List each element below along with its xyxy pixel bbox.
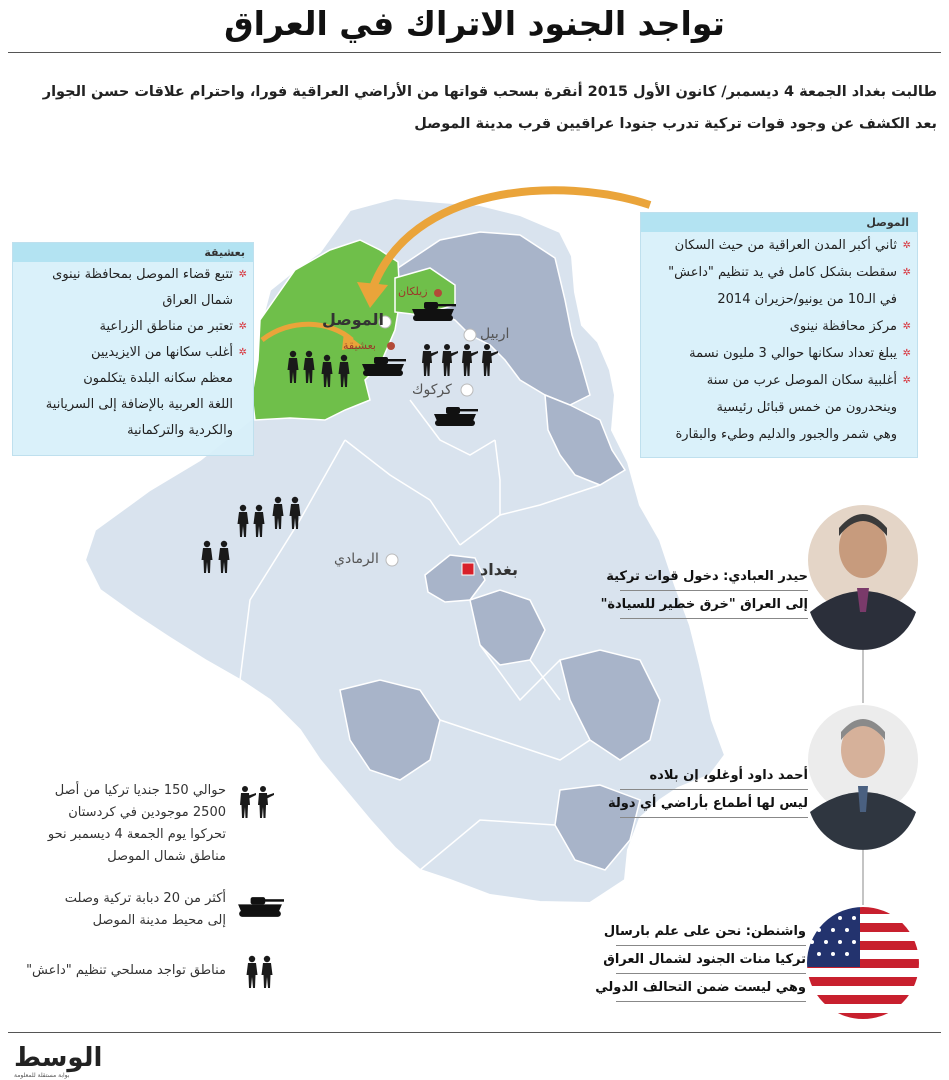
bullet-icon: ✲ — [902, 266, 911, 278]
mosul-info-box — [640, 212, 918, 458]
quote-line: وهي ليست ضمن التحالف الدولي — [616, 974, 806, 1002]
legend-tanks: أكثر من 20 دبابة تركية وصلت إلى محيط مدينة الموصل — [64, 891, 226, 928]
mosul-box-line: ✲ ثاني أكبر المدن العراقية من حيث السكان — [674, 238, 911, 253]
turkish-soldiers-icon — [240, 786, 274, 818]
bashiqa-box-line: ✲ أغلب سكانها من الايزيديين — [90, 345, 247, 360]
quote-line: حيدر العبادي: دخول قوات تركية — [620, 563, 808, 591]
mosul-box-line: ✲ أغلبية سكان الموصل عرب من سنة — [706, 373, 911, 388]
city-label-erbil: اربيل — [480, 326, 510, 342]
intro-line-1: طالبت بغداد الجمعة 4 ديسمبر/ كانون الأول 2015 أنقرة بسحب قواتها من الأراضي العراقية فورا، واحترام علاقات حسن الجوار — [42, 84, 937, 100]
city-label-kirkuk: كركوك — [412, 382, 452, 398]
washington-quote — [595, 918, 806, 1002]
quote-line: أحمد داود أوغلو، إن بلاده — [620, 762, 808, 790]
bashiqa-box-line: اللغة العربية بالإضافة إلى السريانية — [45, 397, 233, 412]
city-label-bashiqa: بعشيقة — [343, 339, 376, 352]
page-title: تواجد الجنود الاتراك في العراق — [224, 4, 725, 43]
bashiqa-box-line: شمال العراق — [162, 293, 233, 308]
davutoglu-quote — [607, 762, 808, 818]
legend-turkish-soldiers: حوالي 150 جنديا تركيا من أصل 2500 موجودين في كردستان تحركوا يوم الجمعة 4 ديسمبر نحو مناطق شمال الموصل — [47, 783, 226, 864]
bashiqa-dot — [387, 342, 395, 350]
intro-line-2: بعد الكشف عن وجود قوات تركية تدرب جنودا عراقيين قرب مدينة الموصل — [414, 116, 937, 132]
abadi-quote — [600, 563, 808, 619]
footer-divider — [8, 1032, 941, 1033]
quote-line: إلى العراق "خرق خطير للسيادة" — [620, 591, 808, 619]
quote-line: تركيا منات الجنود لشمال العراق — [616, 946, 806, 974]
city-label-mosul: الموصل — [322, 310, 384, 329]
bashiqa-info-box — [12, 242, 254, 456]
legend-isis: مناطق تواجد مسلحي تنظيم "داعش" — [26, 963, 226, 978]
us-flag — [800, 905, 926, 1023]
tank-icon — [238, 897, 284, 917]
bullet-icon: ✲ — [902, 374, 911, 386]
bullet-icon: ✲ — [902, 320, 911, 332]
mosul-box-line: وينحدرون من خمس قبائل رئيسية — [716, 400, 897, 415]
alwasat-logo: الوسط بوابة مستقلة للمعلومة — [14, 1043, 103, 1079]
mosul-box-line: ✲ سقطت بشكل كامل في يد تنظيم "داعش" — [668, 265, 911, 280]
ramadi-dot — [386, 554, 398, 566]
abadi-portrait — [807, 504, 919, 650]
city-label-ramadi: الرمادي — [334, 551, 379, 567]
bashiqa-box-line: ✲ تتبع قضاء الموصل بمحافظة نينوى — [52, 267, 247, 282]
bashiqa-box-line: معظم سكانه البلدة يتكلمون — [83, 371, 233, 386]
mosul-box-line: ✲ يبلغ تعداد سكانها حوالي 3 مليون نسمة — [689, 346, 911, 361]
mosul-box-line: وهي شمر والجبور والدليم وطيء والبقارة — [675, 427, 897, 442]
bullet-icon: ✲ — [238, 347, 247, 358]
baghdad-marker — [462, 563, 474, 575]
bullet-icon: ✲ — [238, 321, 247, 332]
quote-line: ليس لها أطماع بأراضي أي دولة — [620, 790, 808, 818]
bashiqa-box-heading: بعشيقة — [13, 243, 253, 262]
mosul-box-line: ✲ مركز محافظة نينوى — [789, 319, 911, 334]
zilkan-dot — [434, 289, 442, 297]
davutoglu-portrait — [807, 704, 919, 850]
city-label-baghdad: بغداد — [480, 560, 518, 579]
bullet-icon: ✲ — [902, 347, 911, 359]
bullet-icon: ✲ — [238, 269, 247, 280]
mosul-box-heading: الموصل — [641, 213, 917, 232]
quote-line: واشنطن: نحن على علم بارسال — [616, 918, 806, 946]
bashiqa-box-line: والكردية والتركمانية — [127, 423, 233, 438]
bullet-icon: ✲ — [902, 239, 911, 251]
city-label-zilkan: زيلكان — [398, 285, 428, 298]
erbil-dot — [464, 329, 476, 341]
mosul-box-line: في الـ10 من يونيو/حزيران 2014 — [717, 292, 897, 307]
isis-fighters-icon — [247, 956, 273, 988]
bashiqa-box-line: ✲ تعتبر من مناطق الزراعية — [99, 319, 247, 334]
kirkuk-dot — [461, 384, 473, 396]
